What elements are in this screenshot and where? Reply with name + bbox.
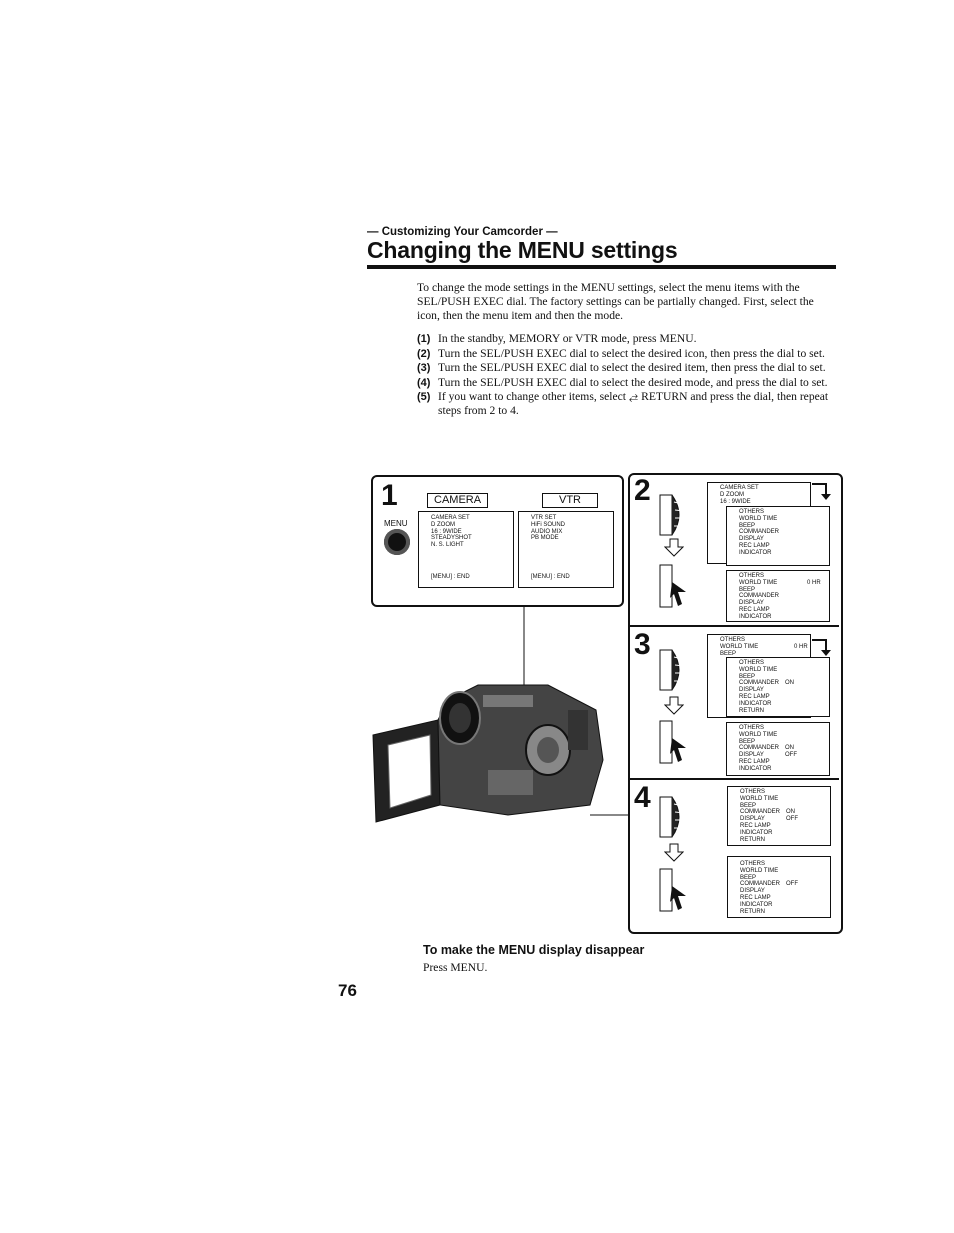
dial-press-icon — [656, 562, 688, 612]
list-item — [417, 347, 842, 361]
step-4-value-a2: OFF — [786, 816, 798, 822]
dial-press-icon — [656, 718, 688, 768]
step-text: If you want to change other items, select ⥄ RETURN and press the dial, then repeat steps from 2 to 4. — [438, 390, 829, 417]
step-3-value-a: 0 HR — [794, 644, 808, 650]
return-arrow-icon — [810, 480, 832, 502]
camera-menu-items: CAMERA SET D ZOOM 16 : 9WIDE STEADYSHOT N. S. LIGHT — [431, 515, 472, 549]
section-label: — Customizing Your Camcorder — — [367, 226, 558, 238]
step-3-screen-c-text: OTHERS WORLD TIME BEEP COMMANDER DISPLAY REC LAMP INDICATOR — [739, 725, 779, 772]
step-2-value: 0 HR — [807, 580, 821, 586]
dial-turn-icon — [658, 792, 688, 842]
camera-menu-screen — [418, 511, 514, 588]
step-4-number: 4 — [634, 781, 651, 814]
step-3-value-c1: ON — [785, 745, 794, 751]
step-3-number: 3 — [634, 628, 651, 661]
step-4-screen-a-text: OTHERS WORLD TIME BEEP COMMANDER DISPLAY REC LAMP INDICATOR RETURN — [740, 789, 780, 843]
return-arrow-icon — [810, 636, 832, 658]
divider-2-3 — [630, 625, 839, 627]
step-text: Turn the SEL/PUSH EXEC dial to select the desired item, then press the dial to set. — [438, 361, 826, 374]
dial-press-icon — [656, 866, 688, 916]
down-arrow-icon — [664, 538, 684, 558]
step-1-number: 1 — [381, 479, 398, 512]
menu-button-label: MENU — [384, 519, 408, 528]
step-number: (2) — [417, 347, 431, 360]
tab-camera: CAMERA — [427, 493, 488, 508]
camera-menu-footer: [MENU] : END — [431, 574, 470, 580]
dial-turn-icon — [658, 490, 688, 540]
dial-turn-icon — [658, 645, 688, 695]
step-3-screen-b — [726, 657, 830, 717]
step-3-screen-a-text: OTHERS WORLD TIME BEEP — [720, 637, 759, 657]
step-4-value-a1: ON — [786, 809, 795, 815]
step-2-screen-c-text: OTHERS WORLD TIME BEEP COMMANDER DISPLAY REC LAMP INDICATOR — [739, 573, 779, 620]
step-4-value-b: OFF — [786, 881, 798, 887]
step-2-screen-b — [726, 506, 830, 566]
vtr-menu-footer: [MENU] : END — [531, 574, 570, 580]
step-text: In the standby, MEMORY or VTR mode, press MENU. — [438, 332, 697, 345]
step-3-screen-b-text: OTHERS WORLD TIME BEEP COMMANDER DISPLAY REC LAMP INDICATOR RETURN — [739, 660, 779, 714]
step-number: (1) — [417, 333, 431, 345]
step-1-panel — [371, 475, 624, 607]
list-item — [417, 390, 842, 418]
step-4-screen-b-text: OTHERS WORLD TIME BEEP COMMANDER DISPLAY REC LAMP INDICATOR RETURN — [740, 861, 780, 915]
camcorder-illustration — [368, 600, 630, 830]
vtr-menu-items: VTR SET HiFi SOUND AUDIO MIX PB MODE — [531, 515, 565, 542]
step-text: Turn the SEL/PUSH EXEC dial to select the desired mode, and press the dial to set. — [438, 375, 828, 389]
divider-3-4 — [630, 778, 839, 780]
page-title: Changing the MENU settings — [367, 237, 678, 263]
list-item — [417, 376, 842, 390]
title-rule — [367, 265, 836, 269]
step-3-value-c2: OFF — [785, 752, 797, 758]
section-text: Press MENU. — [423, 961, 488, 974]
menu-button-icon — [384, 529, 410, 555]
step-3-screen-c — [726, 722, 830, 776]
list-item — [417, 332, 842, 346]
step-2-screen-a-text: CAMERA SET D ZOOM 16 : 9WIDE — [720, 485, 759, 505]
step-number: (4) — [417, 376, 431, 389]
step-2-screen-b-text: OTHERS WORLD TIME BEEP COMMANDER DISPLAY REC LAMP INDICATOR — [739, 509, 779, 556]
step-list — [417, 332, 842, 419]
step-4-screen-b — [727, 856, 831, 918]
step-3-value-b: ON — [785, 680, 794, 686]
tab-vtr: VTR — [542, 493, 598, 508]
step-2-number: 2 — [634, 474, 651, 507]
step-number: (5) — [417, 391, 431, 403]
step-2-screen-c — [726, 570, 830, 622]
step-number: (3) — [417, 362, 431, 374]
down-arrow-icon — [664, 696, 684, 716]
down-arrow-icon — [664, 843, 684, 863]
vtr-menu-screen — [518, 511, 614, 588]
step-text: Turn the SEL/PUSH EXEC dial to select the desired icon, then press the dial to set. — [438, 346, 825, 360]
list-item — [417, 361, 842, 375]
page-number: 76 — [338, 981, 357, 1000]
section-heading: To make the MENU display disappear — [423, 943, 645, 957]
intro-paragraph: To change the mode settings in the MENU settings, select the menu items with the SEL/PUSH EXEC dial. The factory settings can be partially changed. First, select the icon, then the menu item and then the mode. — [417, 281, 814, 322]
step-4-screen-a — [727, 786, 831, 846]
